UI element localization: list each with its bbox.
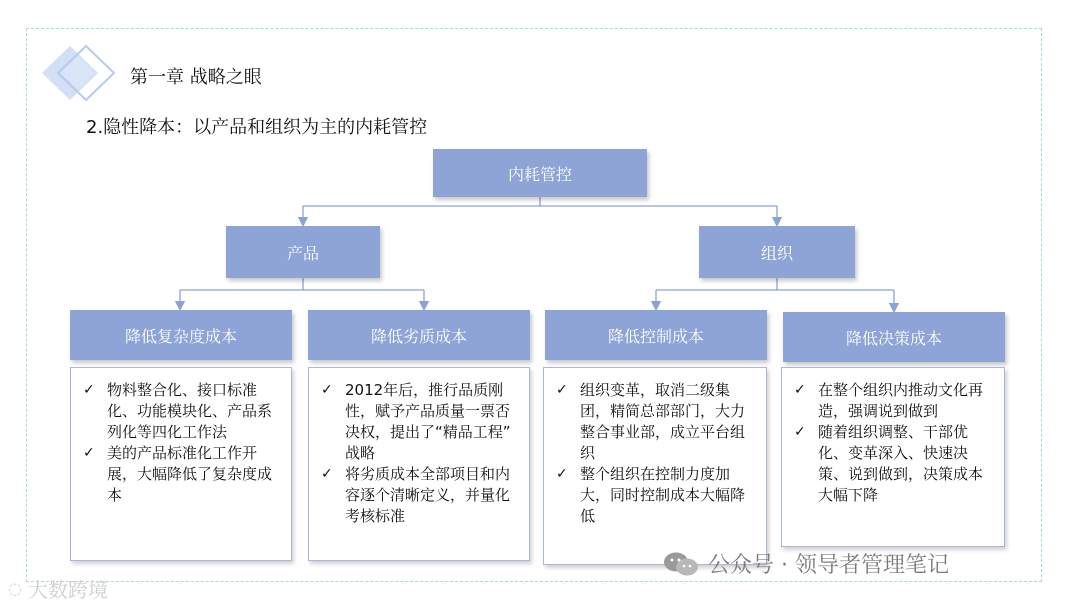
detail-item-text: 将劣质成本全部项目和内容逐个清晰定义，并量化考核标准 [345, 465, 511, 525]
check-icon: ✓ [321, 382, 333, 398]
check-icon: ✓ [83, 382, 95, 398]
root-box: 内耗管控 [433, 149, 647, 197]
section-subtitle: 2.隐性降本：以产品和组织为主的内耗管控 [86, 117, 428, 138]
chapter-title: 第一章 战略之眼 [130, 67, 262, 88]
detail-item-text: 物料整合化、接口标准化、功能模块化、产品系列化等四化工作法 [107, 381, 273, 441]
check-icon: ✓ [794, 382, 806, 398]
wechat-icon [662, 551, 700, 577]
check-icon: ✓ [556, 382, 568, 398]
wechat-watermark-text: 公众号 · 领导者管理笔记 [708, 553, 949, 578]
corner-watermark [8, 574, 108, 603]
detail-item-text: 组织变革，取消二级集团，精简总部部门，大力整合事业部，成立平台组织 [580, 381, 746, 462]
leaf-box-quality-cost: 降低劣质成本 [308, 310, 530, 360]
detail-item [83, 380, 281, 443]
detail-item [556, 464, 756, 527]
detail-box-complexity-cost [70, 367, 292, 561]
detail-box-quality-cost [308, 367, 530, 561]
detail-item [556, 380, 756, 464]
detail-box-decision-cost [781, 367, 1005, 547]
wechat-watermark [662, 548, 949, 579]
paw-icon: ◌ [8, 579, 22, 598]
detail-item [321, 380, 519, 464]
detail-item [83, 443, 281, 506]
detail-item [794, 380, 994, 422]
detail-item-text: 随着组织调整、干部优化、变革深入、快速决策、说到做到，决策成本大幅下降 [818, 423, 984, 504]
detail-item-text: 美的产品标准化工作开展，大幅降低了复杂度成本 [107, 444, 273, 504]
detail-item-text: 2012年后，推行品质刚性，赋予产品质量一票否决权，提出了“精品工程” 战略 [345, 381, 511, 462]
detail-item-text: 在整个组织内推动文化再造，强调说到做到 [818, 381, 984, 420]
leaf-box-complexity-cost: 降低复杂度成本 [70, 310, 292, 360]
corner-watermark-text: 大数跨境 [27, 578, 108, 602]
detail-item [794, 422, 994, 506]
check-icon: ✓ [556, 466, 568, 482]
detail-item-text: 整个组织在控制力度加大，同时控制成本大幅降低 [580, 465, 746, 525]
detail-item [321, 464, 519, 527]
check-icon: ✓ [321, 466, 333, 482]
leaf-box-control-cost: 降低控制成本 [545, 310, 767, 360]
check-icon: ✓ [83, 445, 95, 461]
leaf-box-decision-cost: 降低决策成本 [783, 312, 1005, 362]
check-icon: ✓ [794, 424, 806, 440]
branch-box-organization: 组织 [699, 226, 855, 278]
branch-box-product: 产品 [226, 226, 380, 278]
detail-box-control-cost [543, 367, 767, 565]
